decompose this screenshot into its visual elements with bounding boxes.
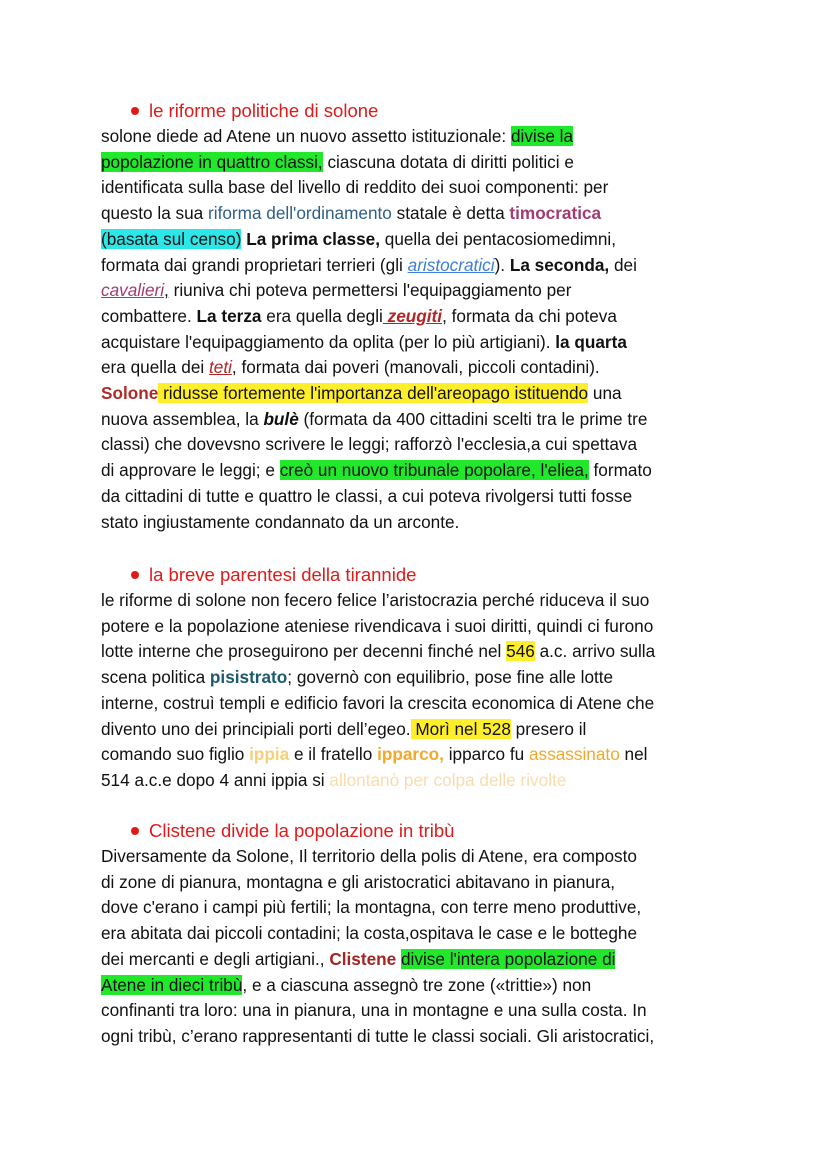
paragraph-line: ogni tribù, c’erano rappresentanti di tutte le classi sociali. Gli aristocratici, bbox=[101, 1025, 655, 1046]
highlight: Atene in dieci tribù bbox=[101, 974, 243, 995]
section-heading bbox=[101, 818, 751, 844]
keyword: pisistrato bbox=[209, 667, 288, 688]
keyword-link: aristocratici bbox=[407, 254, 495, 275]
heading-text: le riforme politiche di solone bbox=[149, 100, 379, 121]
keyword: Clistene bbox=[329, 948, 397, 969]
paragraph-line: Diversamente da Solone, Il territorio della polis di Atene, era composto bbox=[101, 846, 637, 866]
highlight: 546 bbox=[506, 641, 535, 662]
highlight: divise la bbox=[510, 126, 574, 146]
highlight: (basata sul censo) bbox=[101, 228, 242, 249]
highlight: divise l'intera popolazione di bbox=[401, 948, 616, 969]
paragraph-line: divento uno dei principiali porti dell’egeo. Morì nel 528 presero il bbox=[101, 718, 587, 739]
highlight: Morì nel 528 bbox=[410, 718, 511, 739]
paragraph-line: dei mercanti e degli artigiani., Clistene divise l'intera popolazione di bbox=[101, 948, 616, 969]
heading-text: la breve parentesi della tirannide bbox=[149, 564, 417, 585]
paragraph-line: questo la sua riforma dell'ordinamento statale è detta timocratica bbox=[101, 203, 602, 224]
highlight: creò un nuovo tribunale popolare, l'eliea, bbox=[279, 460, 589, 481]
paragraph-line: combattere. La terza era quella degli zeugiti, formata da chi poteva bbox=[101, 305, 617, 326]
paragraph-line: (basata sul censo) La prima classe, quella dei pentacosiomedimni, bbox=[101, 228, 616, 249]
paragraph-line: da cittadini di tutte e quattro le classi, a cui poteva rivolgersi tutti fosse bbox=[101, 485, 633, 506]
keyword-link: zeugiti bbox=[382, 305, 443, 326]
section-clistene bbox=[101, 818, 751, 1050]
paragraph-line: le riforme di solone non fecero felice l’aristocrazia perché riduceva il suo bbox=[101, 590, 650, 610]
paragraph-line: dove c'erano i campi più fertili; la montagna, con terre meno produttive, bbox=[101, 897, 642, 918]
section-solone-reforms bbox=[101, 98, 751, 535]
keyword: assassinato bbox=[528, 744, 620, 765]
paragraph-line: era quella dei teti, formata dai poveri (manovali, piccoli contadini). bbox=[101, 357, 600, 378]
section-heading bbox=[101, 562, 751, 588]
keyword-link: teti bbox=[208, 357, 232, 378]
paragraph-line: lotte interne che proseguirono per decenni finché nel 546 a.c. arrivo sulla bbox=[101, 641, 656, 662]
bullet-icon bbox=[131, 571, 139, 579]
keyword: Solone bbox=[101, 383, 159, 404]
paragraph-line: di zone di pianura, montagna e gli aristocratici abitavano in pianura, bbox=[101, 871, 616, 892]
paragraph-line: identificata sulla base del livello di reddito dei suoi componenti: per bbox=[101, 177, 609, 198]
keyword-link: cavalieri bbox=[101, 280, 165, 301]
faded-text: allontanò per colpa delle rivolte bbox=[329, 769, 567, 790]
keyword: ipparco, bbox=[377, 744, 444, 765]
paragraph-line: confinanti tra loro: una in pianura, una in montagne e una sulla costa. In bbox=[101, 1000, 647, 1021]
section-tyranny bbox=[101, 562, 751, 794]
paragraph-line: stato ingiustamente condannato da un arconte. bbox=[101, 511, 460, 532]
bullet-icon bbox=[131, 107, 139, 115]
paragraph-line: di approvare le leggi; e creò un nuovo tribunale popolare, l'eliea, formato bbox=[101, 460, 652, 481]
bullet-icon bbox=[131, 827, 139, 835]
paragraph-line: scena politica pisistrato; governò con equilibrio, pose fine alle lotte bbox=[101, 667, 614, 688]
keyword: timocratica bbox=[509, 203, 602, 224]
paragraph-line: interne, costruì templi e edificio favori la crescita economica di Atene che bbox=[101, 692, 655, 713]
paragraph-line: potere e la popolazione ateniese rivendicava i suoi diritti, quindi ci furono bbox=[101, 615, 654, 636]
paragraph-line: Atene in dieci tribù, e a ciascuna assegnò tre zone («trittie») non bbox=[101, 974, 592, 995]
paragraph-line: formata dai grandi proprietari terrieri (gli aristocratici). La seconda, dei bbox=[101, 254, 637, 275]
highlight: ridusse fortemente l'importanza dell'areopago istituendo bbox=[158, 383, 589, 404]
paragraph-line: cavalieri, riuniva chi poteva permettersi l'equipaggiamento per bbox=[101, 280, 572, 301]
paragraph-line: acquistare l'equipaggiamento da oplita (per lo più artigiani). la quarta bbox=[101, 331, 627, 352]
paragraph-line: nuova assemblea, la bulè (formata da 400 cittadini scelti tra le prime tre bbox=[101, 408, 648, 429]
section-heading bbox=[101, 98, 751, 124]
paragraph-line: solone diede ad Atene un nuovo assetto istituzionale: divise la bbox=[101, 126, 574, 146]
paragraph-line: comando suo figlio ippia e il fratello ipparco, ipparco fu assassinato nel bbox=[101, 744, 648, 765]
paragraph-line: era abitata dai piccoli contadini; la costa,ospitava le case e le botteghe bbox=[101, 923, 638, 944]
paragraph-line: 514 a.c.e dopo 4 anni ippia si allontanò per colpa delle rivolte bbox=[101, 769, 567, 790]
paragraph-line: popolazione in quattro classi, ciascuna dotata di diritti politici e bbox=[101, 151, 574, 172]
paragraph-line: classi) che dovevsno scrivere le leggi; rafforzò l'ecclesia,a cui spettava bbox=[101, 434, 638, 455]
keyword: ippia bbox=[249, 744, 290, 765]
heading-text: Clistene divide la popolazione in tribù bbox=[149, 820, 455, 841]
paragraph-line: Solone ridusse fortemente l'importanza dell'areopago istituendo una bbox=[101, 383, 622, 404]
highlight: popolazione in quattro classi, bbox=[101, 151, 323, 172]
